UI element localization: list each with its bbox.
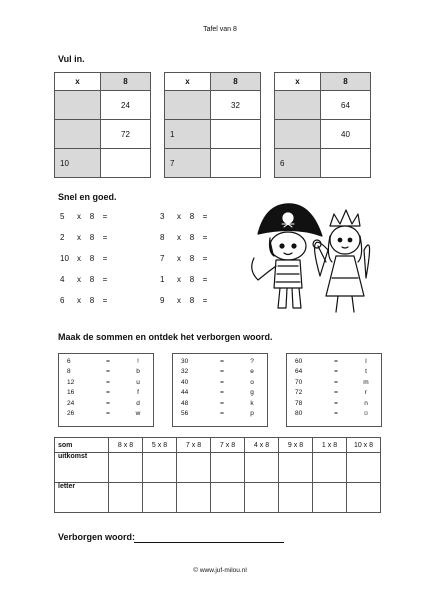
header-8: 8 (211, 73, 261, 91)
som-header: 9 x 8 (279, 438, 313, 453)
som-header: 7 x 8 (177, 438, 211, 453)
table-cell: 72 (101, 120, 151, 149)
code-box-2 (172, 353, 268, 427)
equation: 10 x 8 = (60, 254, 108, 263)
fill-table-2 (164, 72, 261, 178)
section-title-vul-in: Vul in. (58, 54, 85, 64)
equation: 7 x 8 = (160, 254, 208, 263)
page-title: Tafel van 8 (203, 26, 237, 33)
answer-cell[interactable] (143, 453, 177, 483)
equation: 8 x 8 = (160, 233, 208, 242)
code-row: 12 = u (67, 378, 140, 386)
equation: 6 x 8 = (60, 296, 108, 305)
letter-cell[interactable] (143, 483, 177, 513)
equation: 9 x 8 = (160, 296, 208, 305)
hidden-word-label: Verborgen woord: (58, 532, 136, 542)
table-cell: 6 (275, 149, 321, 178)
table-cell: 24 (101, 91, 151, 120)
letter-cell[interactable] (347, 483, 381, 513)
som-header: 5 x 8 (143, 438, 177, 453)
code-row: 6 = ! (67, 357, 139, 365)
section-title-snel-en-goed: Snel en goed. (58, 192, 117, 202)
table-cell (275, 120, 321, 149)
answer-cell[interactable] (347, 453, 381, 483)
code-row: 80 = ☺ (295, 410, 370, 418)
table-cell (55, 120, 101, 149)
answer-cell[interactable] (109, 453, 143, 483)
table-cell: 64 (321, 91, 371, 120)
code-row: 30 = ? (181, 357, 254, 365)
fill-table-3 (274, 72, 371, 178)
code-box-3 (286, 353, 382, 427)
code-row: 60 = l (295, 357, 367, 365)
equation: 3 x 8 = (160, 212, 208, 221)
fill-table-1 (54, 72, 151, 178)
header-8: 8 (101, 73, 151, 91)
pirate-fairy-illustration (246, 196, 374, 324)
code-row: 56 = p (181, 410, 254, 418)
letter-cell[interactable] (279, 483, 313, 513)
table-cell (321, 149, 371, 178)
som-header: 10 x 8 (347, 438, 381, 453)
code-row: 8 = b (67, 368, 140, 376)
website-credit: © www.juf-milou.nl (193, 567, 247, 574)
som-header: 4 x 8 (245, 438, 279, 453)
equation: 4 x 8 = (60, 275, 108, 284)
table-cell (211, 120, 261, 149)
hidden-word-answer-line[interactable] (134, 541, 284, 543)
answer-cell[interactable] (279, 453, 313, 483)
table-cell (211, 149, 261, 178)
table-cell (55, 91, 101, 120)
table-cell (101, 149, 151, 178)
table-cell (165, 91, 211, 120)
som-header: 1 x 8 (313, 438, 347, 453)
code-row: 32 = e (181, 368, 254, 376)
answer-cell[interactable] (245, 453, 279, 483)
answer-cell[interactable] (211, 453, 245, 483)
equation: 1 x 8 = (160, 275, 208, 284)
answer-cell[interactable] (177, 453, 211, 483)
som-label: som (55, 438, 109, 453)
equation: 2 x 8 = (60, 233, 108, 242)
letter-cell[interactable] (245, 483, 279, 513)
letter-label: letter (55, 483, 109, 513)
som-header: 7 x 8 (211, 438, 245, 453)
table-cell: 1 (165, 120, 211, 149)
section-title-verborgen-woord: Maak de sommen en ontdek het verborgen woord. (58, 332, 273, 342)
table-cell: 7 (165, 149, 211, 178)
header-8: 8 (321, 73, 371, 91)
answer-cell[interactable] (313, 453, 347, 483)
letter-cell[interactable] (313, 483, 347, 513)
code-row: 40 = o (181, 378, 254, 386)
equation: 5 x 8 = (60, 212, 108, 221)
som-header: 8 x 8 (109, 438, 143, 453)
code-row: 16 = f (67, 389, 139, 397)
code-row: 64 = t (295, 368, 367, 376)
code-row: 72 = r (295, 389, 368, 397)
code-row: 48 = k (181, 399, 254, 407)
table-cell: 32 (211, 91, 261, 120)
code-row: 70 = m (295, 378, 369, 386)
code-row: 24 = d (67, 399, 140, 407)
header-x: x (275, 73, 321, 91)
letter-cell[interactable] (211, 483, 245, 513)
table-cell: 10 (55, 149, 101, 178)
answer-table (54, 437, 381, 513)
table-cell (275, 91, 321, 120)
letter-cell[interactable] (177, 483, 211, 513)
table-cell: 40 (321, 120, 371, 149)
letter-cell[interactable] (109, 483, 143, 513)
code-row: 26 = w (67, 410, 141, 418)
header-x: x (165, 73, 211, 91)
uitkomst-label: uitkomst (55, 453, 109, 483)
code-row: 78 = n (295, 399, 368, 407)
code-box-1 (58, 353, 154, 427)
code-row: 44 = g (181, 389, 254, 397)
header-x: x (55, 73, 101, 91)
